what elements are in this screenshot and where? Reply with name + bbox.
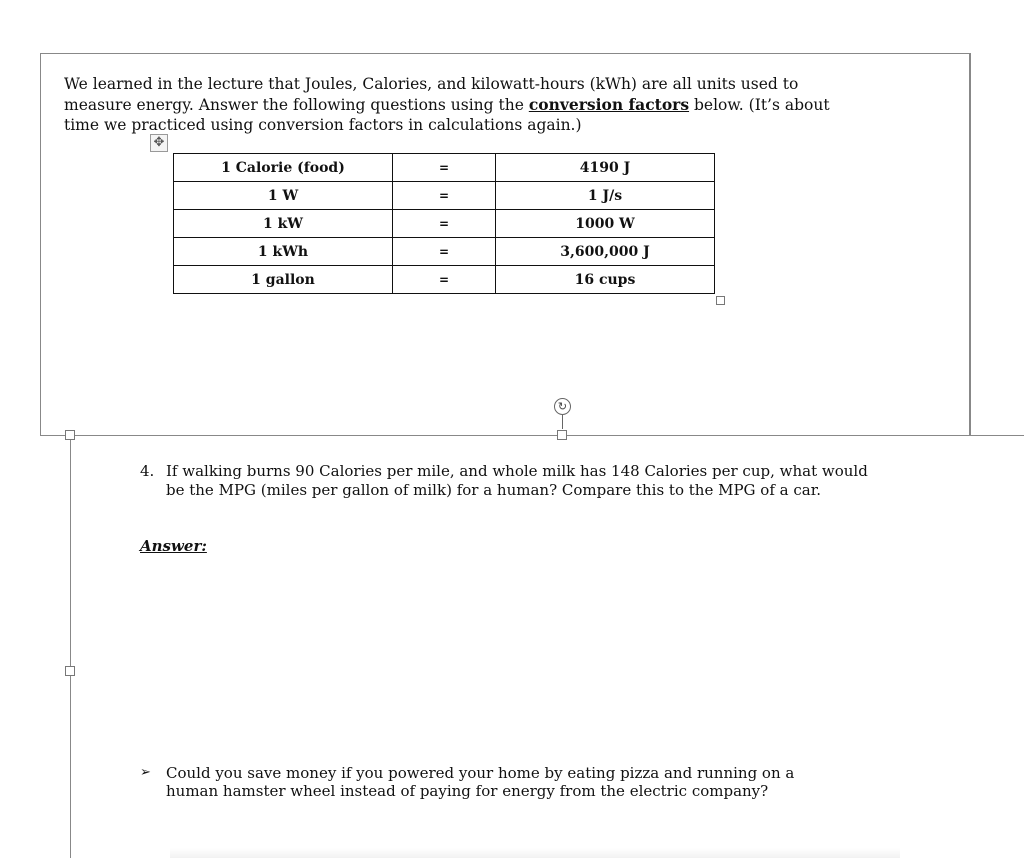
- intro-text: We learned in the lecture that Joules, Calories, and kilowatt-hours (kWh) are all units used to measure energy. Answer the following questions using the: [64, 75, 799, 114]
- table-resize-handle[interactable]: [716, 296, 725, 305]
- table-cell[interactable]: =: [393, 210, 496, 238]
- table-cell[interactable]: =: [393, 266, 496, 294]
- table-cell[interactable]: =: [393, 182, 496, 210]
- table-cell[interactable]: 1 gallon: [174, 266, 393, 294]
- answer-label: Answer:: [140, 537, 207, 555]
- table-cell[interactable]: =: [393, 154, 496, 182]
- table-row: [174, 182, 715, 210]
- resize-handle-top-left[interactable]: [65, 430, 75, 440]
- question-number: 4.: [140, 462, 155, 480]
- move-cross-icon[interactable]: ✥: [150, 134, 168, 152]
- page-bottom-shadow: [170, 848, 900, 858]
- intro-paragraph: [64, 74, 844, 136]
- question-text: If walking burns 90 Calories per mile, and whole milk has 148 Calories per cup, what would be the MPG (miles per gallon of milk) for a human? Compare this to the MPG of a car.: [166, 462, 868, 499]
- table-row: [174, 210, 715, 238]
- table-row: [174, 266, 715, 294]
- shape-left-edge: [70, 435, 71, 858]
- intro-text-end: below. (It’s about time we practiced using conversion factors in calculations again.): [64, 95, 830, 134]
- table-cell[interactable]: 1 J/s: [496, 182, 715, 210]
- bullet-question-text: Could you save money if you powered your home by eating pizza and running on a human hamster wheel instead of paying for energy from the electric company?: [166, 764, 795, 800]
- table-cell[interactable]: 1 kW: [174, 210, 393, 238]
- table-cell[interactable]: 1 kWh: [174, 238, 393, 266]
- bullet-question: [140, 764, 840, 800]
- question-4: [140, 462, 870, 500]
- table-cell[interactable]: 3,600,000 J: [496, 238, 715, 266]
- conversion-factors-link: conversion factors: [528, 94, 690, 114]
- rotate-icon[interactable]: ↻: [554, 398, 571, 415]
- table-cell[interactable]: 1 Calorie (food): [174, 154, 393, 182]
- table-cell[interactable]: =: [393, 238, 496, 266]
- resize-handle-middle-left[interactable]: [65, 666, 75, 676]
- table-cell[interactable]: 16 cups: [496, 266, 715, 294]
- table-row: [174, 238, 715, 266]
- table-cell[interactable]: 1 W: [174, 182, 393, 210]
- arrow-bullet-icon: ➢: [140, 765, 151, 780]
- table-row: [174, 154, 715, 182]
- text-box-bottom-edge: [40, 435, 1024, 436]
- resize-handle-top-middle[interactable]: [557, 430, 567, 440]
- text-box-right-edge: [970, 53, 971, 435]
- conversion-table: [173, 153, 715, 294]
- table-cell[interactable]: 1000 W: [496, 210, 715, 238]
- rotate-handle-stem: [562, 415, 563, 429]
- table-cell[interactable]: 4190 J: [496, 154, 715, 182]
